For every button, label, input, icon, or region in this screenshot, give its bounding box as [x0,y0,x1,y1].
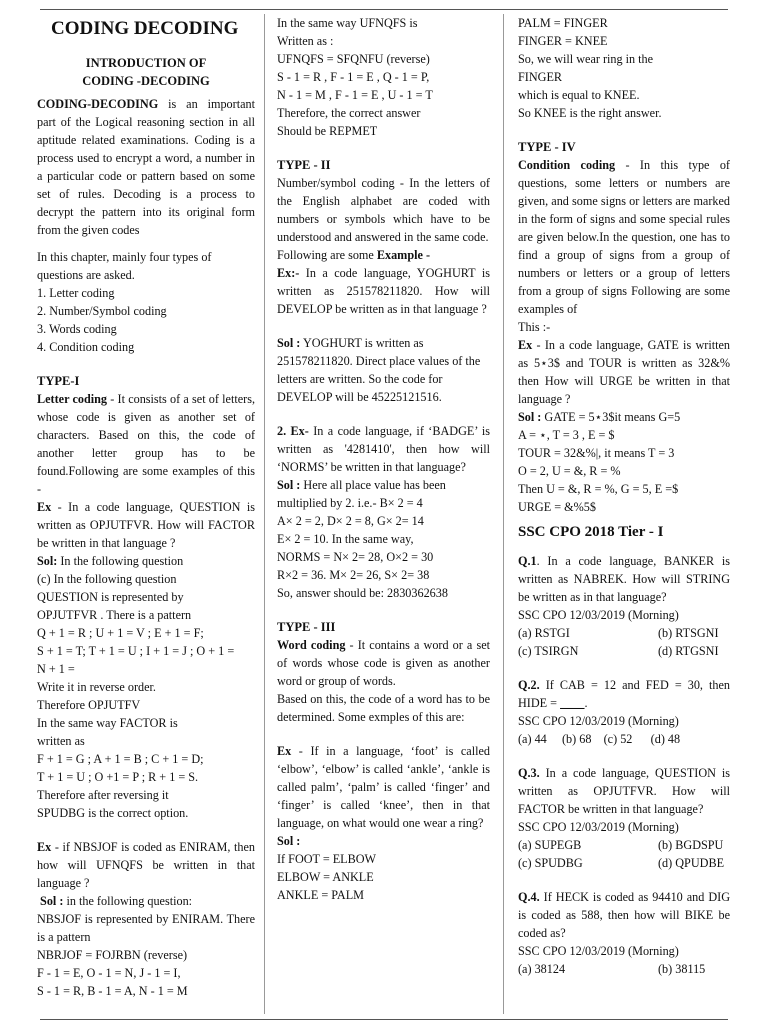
column-divider [264,14,265,1014]
solution-line: URGE = &%5$ [518,500,596,514]
option: (c) SPUDBG [518,856,583,870]
options-row [518,642,730,660]
option: (d) QPUDBE [658,856,725,870]
solution-label: Sol: In the following question [37,554,184,568]
question-2: Q.2. If CAB = 12 and FED = 30, then HIDE = ____. [518,678,730,710]
solution-line: SPUDBG is the correct option. [37,806,189,820]
type-3-paragraph-2: Based on this, the code of a word has to be determined. Some exmples of this are: [277,692,490,724]
option: (a) RSTGI [518,626,570,640]
solution-line: Therefore after reversing it [37,788,169,802]
solution-line: Then U = &, R = %, G = 5, E =$ [518,482,679,496]
solution-label: Sol : Here all place value has been multiplied by 2. i.e.- B× 2 = 4 [277,478,446,510]
this-line: This :- [518,320,551,334]
solution-label: Sol : in the following question: [40,894,193,908]
list-item: 3. Words coding [37,322,117,336]
solution-line: In the same way FACTOR is [37,716,178,730]
ssc-section-heading: SSC CPO 2018 Tier - I [518,524,664,540]
solution-label: Sol : [277,834,301,848]
solution-line: S + 1 = T; T + 1 = U ; I + 1 = J ; O + 1 = [37,644,235,658]
list-item: 4. Condition coding [37,340,135,354]
solution-line: Q + 1 = R ; U + 1 = V ; E + 1 = F; [37,626,204,640]
chapter-paragraph: In this chapter, mainly four types of questions are asked. [37,250,212,282]
list-item: 1. Letter coding [37,286,115,300]
solution-line: So, we will wear ring in the [518,52,654,66]
options-row [518,960,730,978]
option: (b) 38115 [658,962,706,976]
type-3-heading: TYPE - III [277,620,336,634]
type-2-heading: TYPE - II [277,158,331,172]
page-title: CODING DECODING [51,18,239,39]
question-source: SSC CPO 12/03/2019 (Morning) [518,944,679,958]
question-source: SSC CPO 12/03/2019 (Morning) [518,608,679,622]
solution-lines [37,570,255,822]
option: (d) RTGSNI [658,644,719,658]
solution-line: ANKLE = PALM [277,888,365,902]
top-rule [40,9,728,10]
question-4: Q.4. If HECK is coded as 94410 and DIG is coded as 588, then how will BIKE be coded as? [518,890,730,940]
example-question: Ex - if NBSJOF is coded as ENIRAM, then how will UFNQFS be written in that language ? [37,840,255,890]
solution-paragraph: 251578211820. Direct place values of the letters are written. So the code for DEVELOP will be 45225121516. [277,354,481,404]
type-4-heading: TYPE - IV [518,140,576,154]
solution-line: UFNQFS = SFQNFU (reverse) [277,52,430,66]
solution-line: Write it in reverse order. [37,680,156,694]
solution-line: Therefore, the correct answer [277,106,421,120]
solution-line: F + 1 = G ; A + 1 = B ; C + 1 = D; [37,752,204,766]
type-4-paragraph: Condition coding - In this type of questions, some letters or numbers are given, and some signs or letters are marked in the form of signs and some special rules are given below.In the question, one has to find a group of signs from a group of numbers or letters or a group of letters from a group of signs Following are some examples of [518,158,730,316]
column-1 [37,14,255,1014]
example-question: Ex - If in a language, ‘foot’ is called ‘elbow’, ‘elbow’ is called ‘ankle’, ‘ankle is called palm’, ‘palm’ is called ‘finger’ and ‘finger’ is called ‘knee’, then in that language, on what would one wear a ring? [277,744,490,830]
bottom-rule [40,1019,728,1020]
solution-label: Sol : GATE = 5⋆3$it means G=5 [518,410,681,424]
solution-line: A = ⋆, T = 3 , E = $ [518,428,615,442]
solution-line: written as [37,734,85,748]
option: (b) BGDSPU [658,838,724,852]
list-item: 2. Number/Symbol coding [37,304,167,318]
solution-line: (c) In the following question [37,572,177,586]
solution-line: NORMS = N× 2= 28, O×2 = 30 [277,550,434,564]
option: (a) 38124 [518,962,566,976]
solution-line: Therefore OPJUTFV [37,698,141,712]
intro-heading: INTRODUCTION OF CODING -DECODING [82,56,210,88]
option: (c) TSIRGN [518,644,579,658]
example-question: Ex - In a code language, QUESTION is written as OPJUTFVR. How will FACTOR be written in that language ? [37,500,255,550]
solution-label: Sol : YOGHURT is written as [277,336,424,350]
type-3-paragraph: Word coding - It contains a word or a set of words whose code is given as another word or group of words. [277,638,490,688]
solution-line: which is equal to KNEE. [518,88,640,102]
solution-line: O = 2, U = &, R = % [518,464,621,478]
example-question: 2. Ex- In a code language, if ‘BADGE’ is written as '4281410', then how will ‘NORMS’ be written in that language? [277,424,490,474]
option: (b) RTSGNI [658,626,719,640]
type-2-paragraph: Number/symbol coding - In the letters of the English alphabet are coded with numbers or symbols which have to be understood and answered in the same code. [277,176,490,244]
options-row: (a) 44 (b) 68 (c) 52 (d) 48 [518,732,681,746]
example-intro: Following are some Example - [277,248,431,262]
solution-paragraph: NBSJOF is represented by ENIRAM. There is a pattern [37,912,255,944]
solution-line: E× 2 = 10. In the same way, [277,532,414,546]
solution-line: Written as : [277,34,334,48]
question-1: Q.1. In a code language, BANKER is written as NABREK. How will STRING be written as in that language? [518,554,730,604]
question-types-list [37,284,255,356]
column-divider [503,14,504,1014]
solution-line: F - 1 = E, O - 1 = N, J - 1 = I, [37,966,181,980]
solution-line: A× 2 = 2, D× 2 = 8, G× 2= 14 [277,514,424,528]
solution-line: TOUR = 32&%|, it means T = 3 [518,446,675,460]
solution-line: In the same way UFNQFS is [277,16,418,30]
solution-line: NBRJOF = FOJRBN (reverse) [37,948,188,962]
column-3 [518,14,730,1014]
solution-line: R×2 = 36. M× 2= 26, S× 2= 38 [277,568,430,582]
solution-line: QUESTION is represented by [37,590,184,604]
example-question: Ex - In a code language, GATE is written as 5⋆3$ and TOUR is written as 32&% then How will URGE be written in that language ? [518,338,730,406]
solution-line: If FOOT = ELBOW [277,852,377,866]
option: (a) SUPEGB [518,838,582,852]
question-source: SSC CPO 12/03/2019 (Morning) [518,820,679,834]
options-row [518,854,730,872]
intro-paragraph: CODING-DECODING is an important part of the Logical reasoning section in all aptitude related examinations. Coding is a process used to encrypt a word, a number in a particular code or pattern based on some set of rules. Decoding is a process to decrypt the pattern into its original form from the given codes [37,97,255,237]
solution-line: N + 1 = [37,662,75,676]
example-question: Ex:- In a code language, YOGHURT is written as 251578211820. How will DEVELOP be written as in that language ? [277,266,490,316]
solution-line: FINGER [518,70,563,84]
solution-line: So, answer should be: 2830362638 [277,586,448,600]
solution-line: N - 1 = M , F - 1 = E , U - 1 = T [277,88,433,102]
solution-line: ELBOW = ANKLE [277,870,374,884]
question-3: Q.3. In a code language, QUESTION is written as OPJUTFVR. How will FACTOR be written in that language? [518,766,730,816]
type-1-heading: TYPE-I [37,374,80,388]
column-2 [277,14,490,1014]
solution-line: So KNEE is the right answer. [518,106,662,120]
options-row [518,624,730,642]
solution-line: FINGER = KNEE [518,34,608,48]
options-row [518,836,730,854]
solution-line: S - 1 = R, B - 1 = A, N - 1 = M [37,984,188,998]
question-source: SSC CPO 12/03/2019 (Morning) [518,714,679,728]
solution-line: S - 1 = R , F - 1 = E , Q - 1 = P, [277,70,430,84]
type-1-paragraph: Letter coding - It consists of a set of letters, whose code is given as another set of characters. Based on this, the code of another letter group has to be found.Following are some examples of this - [37,392,255,496]
solution-line: OPJUTFVR . There is a pattern [37,608,192,622]
solution-line: PALM = FINGER [518,16,608,30]
solution-line: Should be REPMET [277,124,378,138]
solution-line: T + 1 = U ; O +1 = P ; R + 1 = S. [37,770,199,784]
